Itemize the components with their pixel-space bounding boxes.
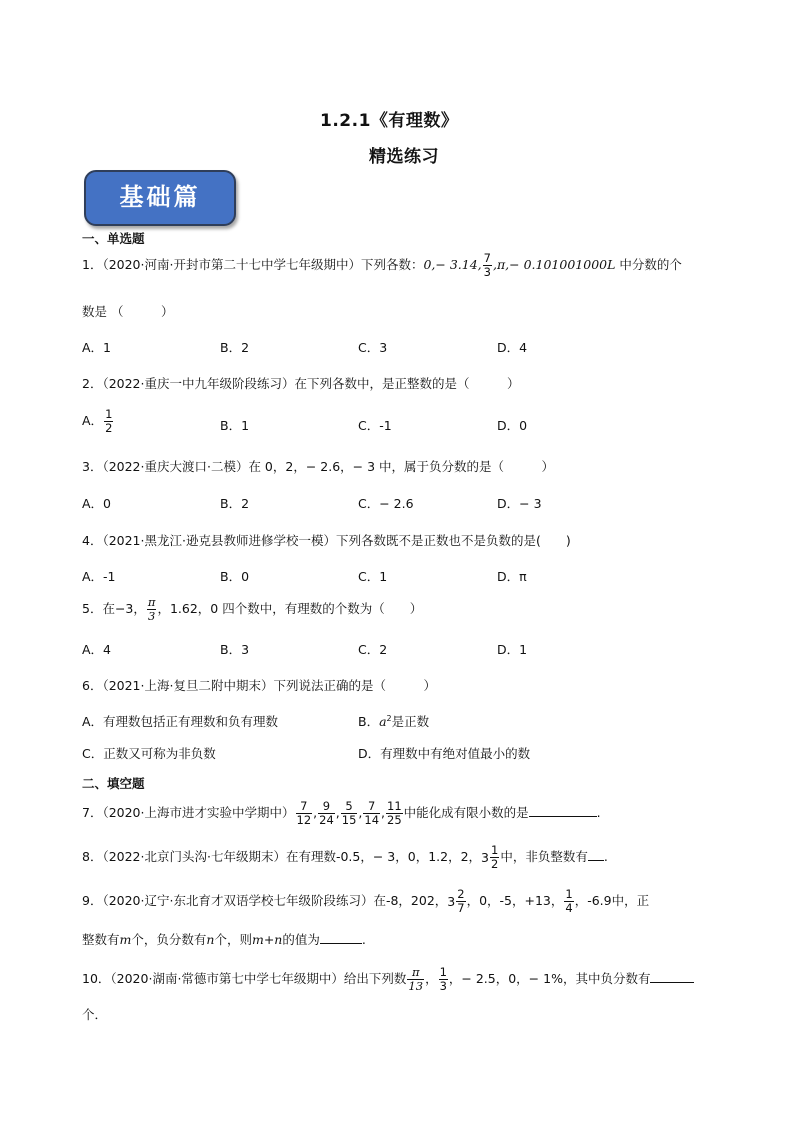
page-title: 1.2.1《有理数》: [320, 111, 459, 131]
fraction-denominator: 3: [483, 265, 491, 280]
fraction-denominator: 12: [296, 813, 312, 828]
q10-separator: ，: [425, 971, 438, 987]
question-9-suffix: ，-6.9中，正: [574, 893, 650, 909]
question-5-suffix: ，1.62，0 四个数中，有理数的个数为（ ）: [157, 601, 423, 617]
question-10-prefix: 10．（2020·湖南·常德市第七中学七年级期中）给出下列数: [82, 971, 407, 987]
question-1-suffix: 中分数的个: [615, 257, 682, 273]
fraction-numerator: 7: [363, 800, 380, 814]
q6-option-b-sup: 2: [386, 713, 392, 723]
q2-option-c[interactable]: C．-1: [358, 418, 392, 433]
page-subtitle: 精选练习: [369, 147, 439, 167]
q6-option-d[interactable]: D．有理数中有绝对值最小的数: [358, 746, 531, 761]
q5-option-c[interactable]: C．2: [358, 642, 388, 657]
q6-option-a[interactable]: A．有理数包括正有理数和负有理数: [82, 714, 279, 729]
question-1-prefix: 1．（2020·河南·开封市第二十七中学七年级期中）下列各数：: [82, 257, 424, 273]
question-8-end: .: [603, 849, 608, 865]
q9-var-n: n: [206, 932, 215, 947]
q9-mixed-number: [447, 888, 466, 915]
question-8-nums: -0.5，− 3，0，1.2，2，: [335, 849, 482, 865]
q8-answer-blank[interactable]: [588, 848, 604, 861]
q7-answer-blank[interactable]: [529, 804, 597, 817]
question-1: [82, 252, 682, 279]
fraction-denominator: 15: [341, 813, 357, 828]
fraction-denominator: 7: [457, 901, 465, 916]
q9-fraction: [564, 888, 573, 915]
fraction-numerator: π: [147, 595, 156, 609]
q9-var-m: m: [119, 932, 132, 947]
fraction-denominator: 24: [319, 813, 334, 828]
question-1-nums-b: ,π,− 0.101001000L: [492, 257, 616, 273]
q9-line2-c: 个，则: [214, 932, 252, 947]
question-8-suffix: 中，非负整数有: [500, 849, 588, 865]
q9-line2-a: 整数有: [82, 932, 120, 947]
section-badge: 基础篇: [84, 170, 236, 226]
q7-fraction-3: [341, 800, 358, 827]
q6-option-b-rest: 是正数: [391, 714, 430, 729]
q4-option-b[interactable]: B．0: [220, 569, 250, 584]
q2-option-b[interactable]: B．1: [220, 418, 250, 433]
fraction-denominator: 2: [491, 857, 499, 872]
q6-option-b[interactable]: [358, 712, 429, 730]
question-8-prefix: 8．（2022·北京门头沟·七年级期末）在有理数: [82, 849, 336, 865]
fraction-denominator: 13: [408, 979, 424, 994]
fraction-denominator: 25: [387, 813, 402, 828]
fraction-numerator: 5: [341, 800, 358, 814]
q6-option-c[interactable]: C．正数又可称为非负数: [82, 746, 216, 761]
fraction-numerator: 1: [565, 887, 573, 901]
question-5: [82, 596, 422, 623]
mixed-whole: 3: [481, 850, 489, 866]
q9-line2-b: 个，负分数有: [131, 932, 207, 947]
question-2: 2．（2022·重庆一中九年级阶段练习）在下列各数中，是正整数的是（ ）: [82, 376, 520, 391]
fraction-denominator: 2: [105, 421, 113, 436]
section-heading-fill-blank: 二、填空题: [82, 776, 145, 791]
fraction-numerator: 1: [105, 407, 113, 421]
question-5-fraction: [147, 596, 157, 623]
fraction-denominator: 3: [439, 979, 447, 994]
fraction-numerator: 2: [457, 887, 465, 901]
q3-option-a[interactable]: A．0: [82, 496, 112, 511]
fraction-numerator: 7: [296, 800, 313, 814]
q9-line2-d: 的值为: [282, 932, 320, 947]
q2-option-d[interactable]: D．0: [497, 418, 528, 433]
fraction-numerator: 1: [491, 843, 499, 857]
q9-end: .: [361, 932, 366, 947]
mixed-whole: 3: [447, 894, 456, 910]
question-1-fraction: [483, 252, 492, 279]
question-6: 6．（2021·上海·复旦二附中期末）下列说法正确的是（ ）: [82, 678, 436, 693]
q1-option-b[interactable]: B．2: [220, 340, 250, 355]
q9-answer-blank[interactable]: [320, 931, 362, 944]
q4-option-d[interactable]: D．π: [497, 569, 527, 584]
question-7-suffix: 中能化成有限小数的是: [403, 805, 529, 821]
question-4: 4．（2021·黑龙江·逊克县教师进修学校一模）下列各数既不是正数也不是负数的是( ): [82, 533, 571, 548]
section-heading-single-choice: 一、单选题: [82, 231, 145, 246]
q3-option-c[interactable]: C．− 2.6: [358, 496, 414, 511]
question-7-end: .: [596, 805, 601, 821]
q6-option-b-var: a: [379, 714, 387, 729]
fraction-denominator: 3: [148, 609, 156, 624]
question-7: 7．（2020·上海市进才实验中学期中） $\frac{7}{12}$ , $\frac{9}{24}$ , $\frac{5}{15}$ , $\frac{7}{14}$ , $\frac{11}{25}$ 中能化成有限小数的是 .: [82, 799, 601, 828]
q4-option-c[interactable]: C．1: [358, 569, 388, 584]
q7-fraction-5: [386, 800, 403, 827]
q10-fraction-2: [439, 966, 448, 993]
q8-mixed-fraction: [490, 844, 499, 871]
question-1-line2: 数是 （ ）: [82, 304, 174, 319]
q5-option-d[interactable]: D．1: [497, 642, 528, 657]
q9-expression: m+n: [251, 932, 283, 947]
q5-option-a[interactable]: A．4: [82, 642, 112, 657]
question-3: 3．（2022·重庆大渡口·二模）在 0，2，− 2.6，− 3 中，属于负分数的是（ ）: [82, 459, 555, 474]
question-9: [82, 888, 649, 915]
fraction-numerator: π: [407, 966, 424, 980]
q8-mixed-number: [481, 844, 500, 871]
fraction-numerator: 9: [318, 800, 335, 814]
q5-option-b[interactable]: B．3: [220, 642, 250, 657]
fraction-numerator: 7: [483, 251, 491, 265]
q3-option-b[interactable]: B．2: [220, 496, 250, 511]
question-8: [82, 844, 608, 871]
q2-option-a[interactable]: [82, 408, 114, 435]
fraction-numerator: 11: [387, 799, 402, 813]
q7-fraction-4: [363, 800, 380, 827]
q7-fraction-2: [318, 800, 335, 827]
fraction-denominator: 14: [364, 813, 380, 828]
question-5-prefix: 5．在−3，: [82, 601, 146, 617]
q7-fraction-1: [296, 800, 313, 827]
q10-fraction-1: [407, 966, 424, 993]
q1-option-c[interactable]: C．3: [358, 340, 388, 355]
q3-option-d[interactable]: D．− 3: [497, 496, 542, 511]
fraction-denominator: 4: [565, 901, 573, 916]
q4-option-a[interactable]: A．-1: [82, 569, 116, 584]
q2-option-a-fraction: [104, 408, 113, 435]
q1-option-d[interactable]: D．4: [497, 340, 528, 355]
q9-mixed-fraction: [456, 888, 465, 915]
question-1-nums-a: 0,− 3.14,: [423, 257, 482, 273]
q1-option-a[interactable]: A．1: [82, 340, 112, 355]
fraction-numerator: 1: [439, 965, 447, 979]
question-10-line2: 个．: [82, 1007, 108, 1022]
question-10-rest: ，− 2.5，0，− 1%，其中负分数有: [448, 971, 651, 987]
q6-option-b-label: B．: [358, 714, 380, 729]
q10-answer-blank[interactable]: [650, 970, 694, 983]
question-10: [82, 966, 694, 993]
question-9-prefix: 9．（2020·辽宁·东北育才双语学校七年级阶段练习）在-8，202，: [82, 893, 448, 909]
question-9-line2: [82, 930, 366, 948]
q2-option-a-label: A．: [82, 413, 104, 429]
question-7-prefix: 7．（2020·上海市进才实验中学期中）: [82, 805, 295, 821]
question-9-mid: ，0，-5，+13，: [466, 893, 564, 909]
